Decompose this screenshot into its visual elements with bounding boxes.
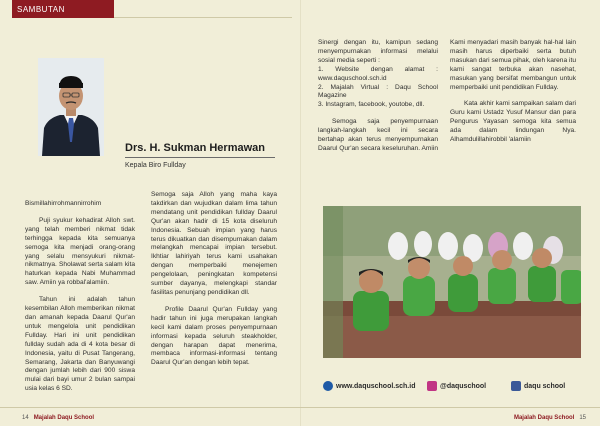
article-column-3 [318, 39, 438, 162]
website-link[interactable] [323, 381, 427, 391]
author-rule [125, 157, 275, 158]
author-name: Drs. H. Sukman Hermawan [125, 142, 265, 154]
list-item: 3. Instagram, facebook, youtobe, dll. [318, 101, 425, 109]
article-column-1 [25, 200, 135, 402]
article-paragraph: Semoga saja Alloh yang maha kaya takdirkan dan wujudkan dalam lima tahun mendatang unit pendidikan fullday Daarul Qur'an akan hadir di 15 kota diseluruh Indonesia. Sebuah impian yang harus terus dikuatkan dan disempurnakan dalam melangkah mencapai impian tersebut. Ikhtiar lahiriyah terus kami usahakan dengan memperbaiki menejemen pengelolaan, peningkatan kompetensi sumber dayanya, melengkapi standar fasilitas penunjang pendidikan dll. [151, 191, 277, 296]
article-paragraph: Tahun ini adalah tahun kesembilan Alloh memberikan nikmat dan amanah kepada Daarul Qur'an untuk mengelola unit pendidikan Fullday. Hari ini unit pendidikan fullday sudah ada di 4 kota besar di Indonesia, yaitu di Pusat Tangerang, Semarang, Jakarta dan Banyuwangi dengan jumlah lebih dari 900 siswa mulai dari bayi umur 2 bulan sampai usia kelas 6 SD. [25, 296, 135, 393]
header-rule [114, 17, 292, 18]
author-role: Kepala Biro Fullday [125, 162, 186, 169]
article-paragraph: Kami menyadari masih banyak hal-hal lain masih harus diperbaiki serta butuh masukan dari semua pihak, oleh karena itu kami sangat terbuka akan nasehat, masukan yang bersifat membangun untuk memperbaiki unit pendidikan Fullday. [450, 39, 576, 91]
footer-rule [0, 407, 600, 408]
footer-left [22, 415, 94, 421]
article-column-4 [450, 39, 576, 153]
facebook-icon [511, 381, 521, 391]
article-paragraph: Sinergi dengan itu, kamipun sedang menyempurnakan informasi melalui sosial media seperti : [318, 39, 438, 64]
facebook-link[interactable] [511, 381, 565, 391]
section-tag: SAMBUTAN [12, 0, 114, 18]
article-column-2 [151, 191, 277, 376]
instagram-icon [427, 381, 437, 391]
article-paragraph: Profile Daarul Qur'an Fullday yang hadir tahun ini juga merupakan langkah kecil kami dalam proses penyempurnaan informasi kepada seluruh steakholder, dengan harapan dapat menerima, membaca informasi-informasi tentang Daarul Qur'an dengan lebih tepat. [151, 305, 277, 367]
globe-icon [323, 381, 333, 391]
greeting-paragraph: Bismillahirrohmannirrohim [25, 200, 102, 207]
social-links [323, 379, 581, 393]
footer-title: Majalah Daqu School [513, 415, 575, 421]
list-item: 1. Website dengan alamat : www.daquschool.sch.id [318, 65, 438, 82]
instagram-text: @daquschool [440, 382, 487, 390]
article-paragraph: Semoga saja penyempurnaan langkah-langkah kecil ini secara bertahap akan terus menyempurnakan Daarul Qur'an secara keseluruhan. Amiin [318, 118, 439, 152]
article-paragraph: Kata akhir kami sampaikan salam dari Guru kami Ustadz Yusuf Mansur dan para Pengurus Yayasan semoga kita semua ada dalam lindungan Nya. Alhamdulillahirobbil 'alamiin [450, 100, 576, 144]
website-text: www.daquschool.sch.id [336, 382, 416, 390]
list-item: 2. Majalah Virtual : Daqu School Magazine [318, 83, 438, 100]
students-photo [323, 206, 581, 358]
page-number: 15 [579, 415, 586, 421]
footer-title: Majalah Daqu School [33, 415, 95, 421]
author-byline [125, 142, 277, 169]
author-portrait [38, 58, 104, 156]
article-paragraph: Puji syukur kehadirat Alloh swt. yang telah memberi nikmat tidak terhingga kepada kita semuanya semoga kita menjadi orang-orang yang selalu mensyukuri nikmat-nikmatnya. Sholawat serta salam kita haturkan kepada Nabi Muhammad saw. Amiin ya robbal'alamiin. [25, 216, 135, 287]
right-page [300, 0, 600, 426]
footer-right [514, 415, 586, 421]
students-photo-illustration [323, 206, 581, 358]
instagram-link[interactable] [427, 381, 511, 391]
facebook-text: daqu school [524, 382, 566, 390]
author-portrait-illustration [38, 58, 104, 156]
page-number: 14 [22, 415, 29, 421]
